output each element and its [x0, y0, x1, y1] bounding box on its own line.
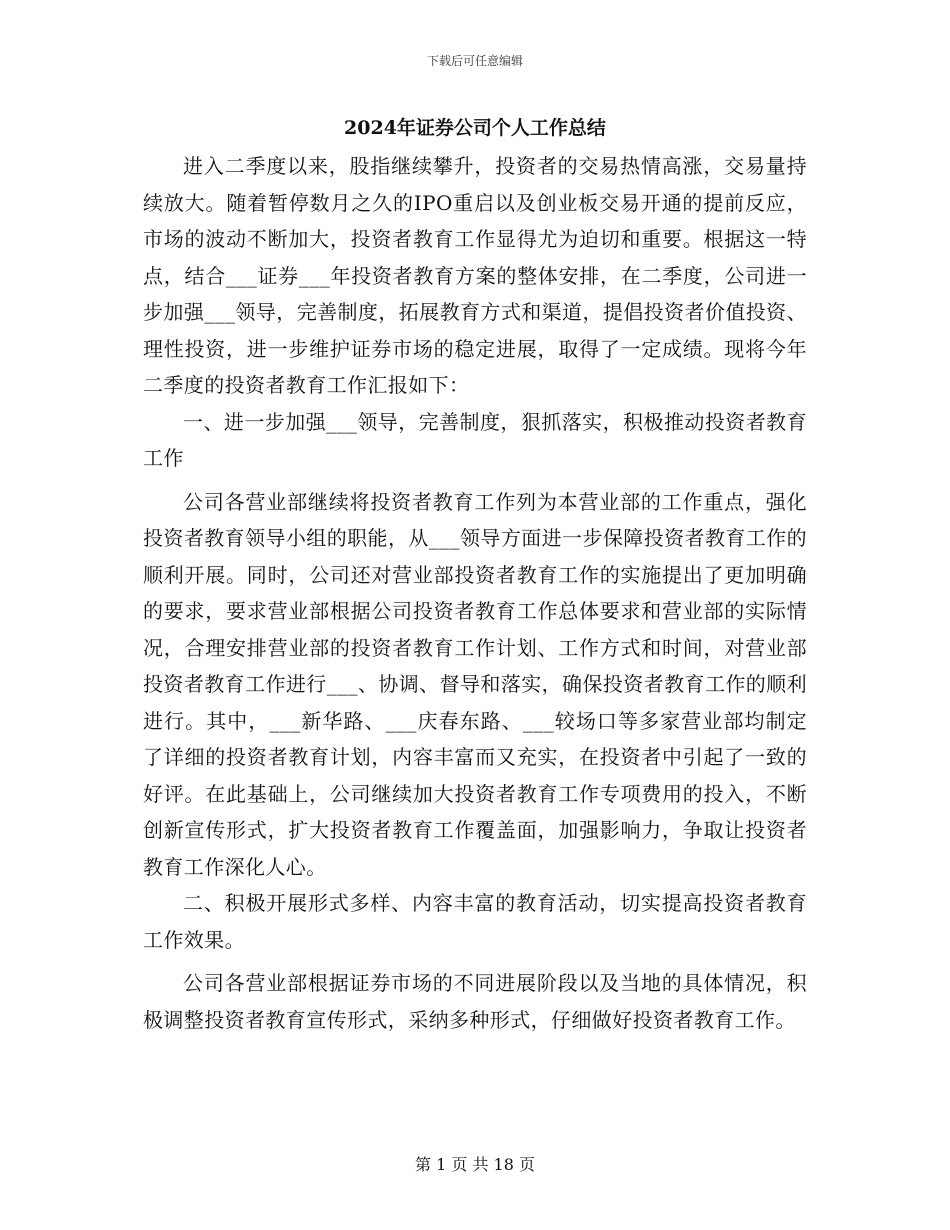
section-heading-1: 一、进一步加强___领导，完善制度，狠抓落实，积极推动投资者教育工作	[143, 409, 807, 470]
paragraph-section-2: 公司各营业部根据证券市场的不同进展阶段以及当地的具体情况，积极调整投资者教育宣传形式，采纳多种形式，仔细做好投资者教育工作。	[143, 971, 807, 1032]
page-number: 第 1 页 共 18 页	[415, 1155, 535, 1174]
paragraph-section-1: 公司各营业部继续将投资者教育工作列为本营业部的工作重点，强化投资者教育领导小组的职能，从___领导方面进一步保障投资者教育工作的顺利开展。同时，公司还对营业部投资者教育工作的实施提出了更加明确的要求，要求营业部根据公司投资者教育工作总体要求和营业部的实际情况，合理安排营业部的投资者教育工作计划、工作方式和时间，对营业部投资者教育工作进行___、协调、督导和落实，确保投资者教育工作的顺利进行。其中，___新华路、___庆春东路、___较场口等多家营业部均制定了详细的投资者教育计划，内容丰富而又充实，在投资者中引起了一致的好评。在此基础上，公司继续加大投资者教育工作专项费用的投入，不断创新宣传形式，扩大投资者教育工作覆盖面，加强影响力，争取让投资者教育工作深化人心。	[143, 489, 807, 879]
header-note: 下载后可任意编辑	[426, 54, 523, 68]
document-title: 2024年证券公司个人工作总结	[344, 117, 606, 139]
document-body	[143, 148, 807, 1038]
section-heading-2: 二、积极开展形式多样、内容丰富的教育活动，切实提高投资者教育工作效果。	[143, 891, 807, 952]
paragraph-intro: 进入二季度以来，股指继续攀升，投资者的交易热情高涨，交易量持续放大。随着暂停数月之久的IPO重启以及创业板交易开通的提前反应，市场的波动不断加大，投资者教育工作显得尤为迫切和重要。根据这一特点，结合___证券___年投资者教育方案的整体安排，在二季度，公司进一步加强___领导，完善制度，拓展教育方式和渠道，提倡投资者价值投资、理性投资，进一步维护证券市场的稳定进展，取得了一定成绩。现将今年二季度的投资者教育工作汇报如下：	[143, 154, 807, 397]
